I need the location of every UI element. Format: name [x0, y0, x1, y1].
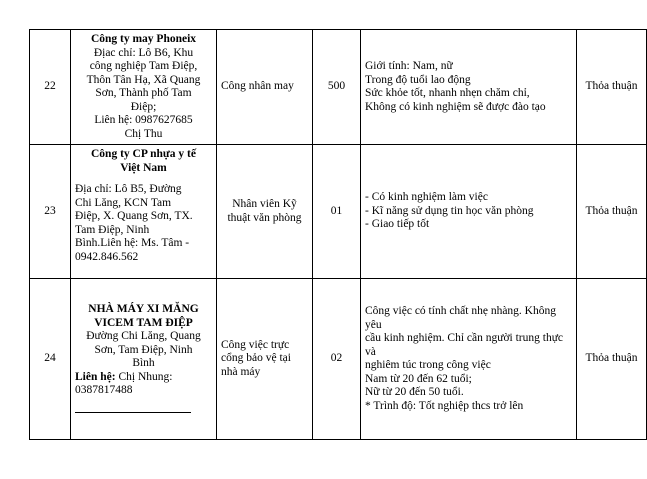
requirement-line: * Trình độ: Tốt nghiệp thcs trở lên: [365, 399, 524, 412]
address-line: Tam Điệp, Ninh: [75, 223, 150, 236]
contact-line: [75, 371, 212, 385]
requirement-line: - Giao tiếp tốt: [365, 218, 430, 231]
company-name-line: VICEM TAM ĐIỆP: [94, 316, 193, 329]
requirement-line: Công việc có tính chất nhẹ nhàng. Không yêu: [365, 305, 556, 331]
requirement-line: Giới tính: Nam, nữ: [365, 60, 453, 72]
position-cell: [217, 279, 313, 440]
position-line: nhà máy: [221, 365, 261, 378]
position-cell: Công nhân may: [217, 30, 313, 145]
company-name-line: Việt Nam: [120, 161, 167, 174]
position-line: cổng bảo vệ tại: [221, 352, 291, 365]
requirement-line: Không có kinh nghiệm sẽ được đào tạo: [365, 100, 546, 113]
address-line: công nghiệp Tam Điệp,: [89, 60, 198, 72]
address-line: Địa chỉ: Lô B5, Đường: [75, 183, 182, 195]
company-cell: [71, 145, 217, 279]
salary-cell: Thỏa thuận: [577, 279, 647, 440]
company-cell: [71, 30, 217, 145]
contact-line: Liên hệ: 0987627685: [94, 114, 193, 126]
contact-phone: 0387817488: [75, 384, 133, 397]
requirement-line: nghiêm túc trong công việc: [365, 359, 491, 371]
position-line: Công việc trực: [221, 338, 290, 351]
divider: [75, 412, 191, 413]
requirements-cell: [361, 145, 577, 279]
contact-line: Chị Thu: [124, 127, 163, 140]
position-cell: [217, 145, 313, 279]
table-row: [30, 279, 647, 440]
requirements-cell: [361, 30, 577, 145]
company-name: Công ty may Phoneix: [90, 33, 197, 45]
requirement-line: Nữ từ 20 đến 50 tuổi.: [365, 386, 464, 398]
address-line: Bình.Liên hệ: Ms. Tâm -: [75, 237, 190, 249]
address-line: Sơn, Tam Điệp, Ninh: [94, 343, 193, 356]
position-line: thuật văn phòng: [227, 211, 302, 224]
requirement-line: - Có kinh nghiệm làm việc: [365, 191, 488, 204]
quantity-cell: 500: [313, 30, 361, 145]
contact-value: Chị Nhung:: [115, 370, 173, 383]
address-line: Điệp;: [130, 100, 157, 113]
company-cell: [71, 279, 217, 440]
requirement-line: - Kĩ năng sử dụng tin học văn phòng: [365, 204, 534, 217]
address-line: Chi Lăng, KCN Tam: [75, 196, 172, 209]
table-row: [30, 145, 647, 279]
address-line: Điệp, X. Quang Sơn, TX.: [75, 210, 193, 222]
requirement-line: Sức khỏe tốt, nhanh nhẹn chăm chỉ,: [365, 87, 530, 99]
row-number: 24: [30, 279, 71, 440]
salary-cell: Thỏa thuận: [577, 145, 647, 279]
job-table: [29, 29, 647, 440]
company-name-line: Công ty CP nhựa y tế: [91, 148, 196, 160]
row-number: 22: [30, 30, 71, 145]
requirements-cell: [361, 279, 577, 440]
quantity-cell: 02: [313, 279, 361, 440]
quantity-cell: 01: [313, 145, 361, 279]
salary-cell: Thỏa thuận: [577, 30, 647, 145]
address-line: Sơn, Thành phố Tam: [95, 87, 192, 99]
address-line: Địac chỉ: Lô B6, Khu: [93, 46, 194, 59]
address-line: Đường Chi Lăng, Quang: [86, 330, 201, 343]
row-number: 23: [30, 145, 71, 279]
address-line: Bình: [132, 357, 155, 370]
company-name-line: NHÀ MÁY XI MĂNG: [88, 303, 199, 316]
address-line: 0942.846.562: [75, 250, 139, 263]
contact-label: Liên hệ:: [75, 370, 116, 383]
position-line: Nhân viên Kỹ: [232, 198, 297, 210]
table-row: [30, 30, 647, 145]
requirement-line: Nam từ 20 đến 62 tuổi;: [365, 372, 472, 385]
requirement-line: Trong độ tuổi lao động: [365, 73, 471, 86]
requirement-line: cầu kinh nghiệm. Chỉ cần người trung thực và: [365, 332, 564, 358]
address-line: Thôn Tân Hạ, Xã Quang: [86, 73, 201, 86]
